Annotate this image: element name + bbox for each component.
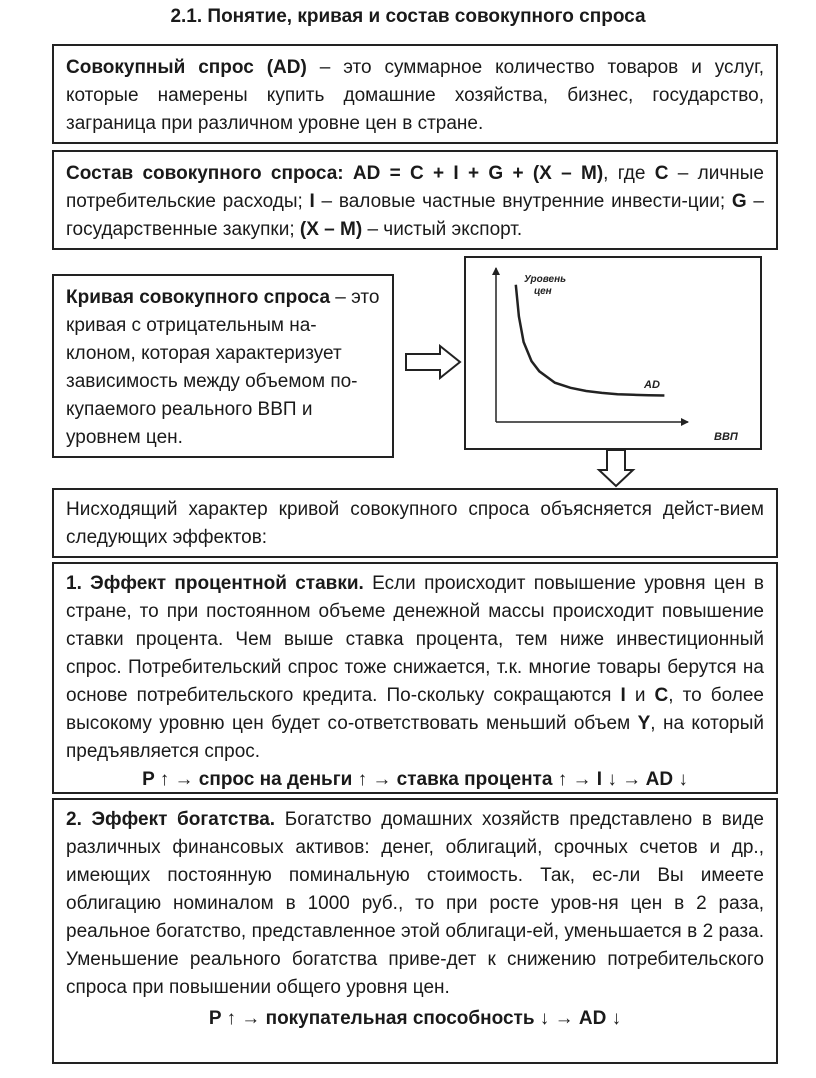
composition-part5: – чистый экспорт. [362, 219, 523, 240]
curve-definition-box [52, 274, 394, 458]
effect2-formula: P ↑ → покупательная способность ↓ → AD ↓ [208, 1008, 622, 1029]
composition-i: I [309, 191, 315, 212]
x-axis-label: ВВП [714, 431, 738, 443]
effect1-box [52, 562, 778, 794]
down-arrow-icon [596, 448, 636, 488]
composition-part2: – личные потребительские расходы; [66, 163, 764, 212]
chart-box [464, 256, 762, 450]
composition-part4: – государственные закупки; [66, 191, 764, 240]
definition-box [52, 44, 778, 144]
ad-curve-line [516, 285, 665, 396]
effects-intro-box [52, 488, 778, 558]
y-axis-arrowhead [492, 267, 500, 275]
composition-box [52, 150, 778, 250]
composition-formula: : AD = C + I + G + (X – M) [337, 163, 604, 184]
effect2-box [52, 798, 778, 1064]
composition-text [66, 160, 764, 244]
curve-definition-text [66, 284, 380, 452]
effect1-text [66, 570, 764, 766]
effect2-body: Богатство домашних хозяйств представлено в виде различных финансовых активов: денег, облигаций, срочных счетов и др., имеющих постоянную поминальную стоимость. Так, ес-ли Вы имеете облигацию номиналом в 1000 руб., то при росте уров-ня цен в 2 раза, реальное богатство, представленное этой облигаци-ей, уменьшается в 2 раза. Уменьшение реального богатства приве-дет к снижению потребительского спроса при повышении общего уровня цен. [66, 809, 764, 998]
effect1-body1: Если происходит повышение уровня цен в стране, то при постоянном объеме денежной массы происходит повышение ставки процента. Чем выше ставка процента, тем ниже инвестиционный спрос. Потребительский спрос тоже снижается, т.к. многие товары берутся на основе потребительского кредита. По-скольку сокращаются [66, 573, 764, 706]
chart-axes [492, 267, 689, 426]
effect1-formula: P ↑ → спрос на деньги ↑ → ставка процента ↑ → I ↓ → AD ↓ [142, 769, 688, 790]
curve-definition-body: – это кривая с отрицательным на-клоном, которая характеризует зависимость между объемом по-купаемого реального ВВП и уровнем цен. [66, 287, 380, 448]
definition-term: Совокупный спрос (AD) [66, 57, 307, 78]
composition-c: C [654, 163, 669, 184]
effect1-c: C [654, 685, 669, 706]
curve-definition-term: Кривая совокупного спроса [66, 287, 331, 308]
composition-xm: (X – M) [299, 219, 363, 240]
definition-body: – это суммарное количество товаров и услуг, которые намерены купить домашние хозяйства, бизнес, государство, заграница при различном уровне цен в стране. [66, 57, 764, 134]
right-arrow-icon [404, 344, 462, 380]
effect2-text [66, 806, 764, 1002]
effect1-body3: , на который предъявляется спрос. [66, 713, 764, 762]
series-label-ad: AD [644, 379, 660, 391]
y-axis-label-line2: цен [534, 286, 552, 297]
effects-intro-text: Нисходящий характер кривой совокупного спроса объясняется дейст-вием следующих эффектов: [66, 499, 764, 548]
composition-g: G [731, 191, 747, 212]
effect1-body2: , то более высокому уровню цен будет со-ответствовать меньший объем [66, 685, 764, 734]
effect2-heading: 2. Эффект богатства. [66, 809, 276, 830]
effect1-and: и [625, 685, 655, 706]
ad-chart [466, 258, 760, 448]
effect1-i: I [620, 685, 626, 706]
page-title: 2.1. Понятие, кривая и состав совокупного спроса [170, 6, 646, 27]
effect1-y: Y [637, 713, 651, 734]
y-axis-label-line1: Уровень [524, 274, 567, 285]
composition-lead: Состав совокупного спроса [66, 163, 338, 184]
definition-text [66, 54, 764, 138]
x-axis-arrowhead [681, 418, 689, 426]
composition-part1: , где [603, 163, 655, 184]
composition-part3: – валовые частные внутренние инвести-ции; [314, 191, 732, 212]
effect1-heading: 1. Эффект процентной ставки. [66, 573, 364, 594]
